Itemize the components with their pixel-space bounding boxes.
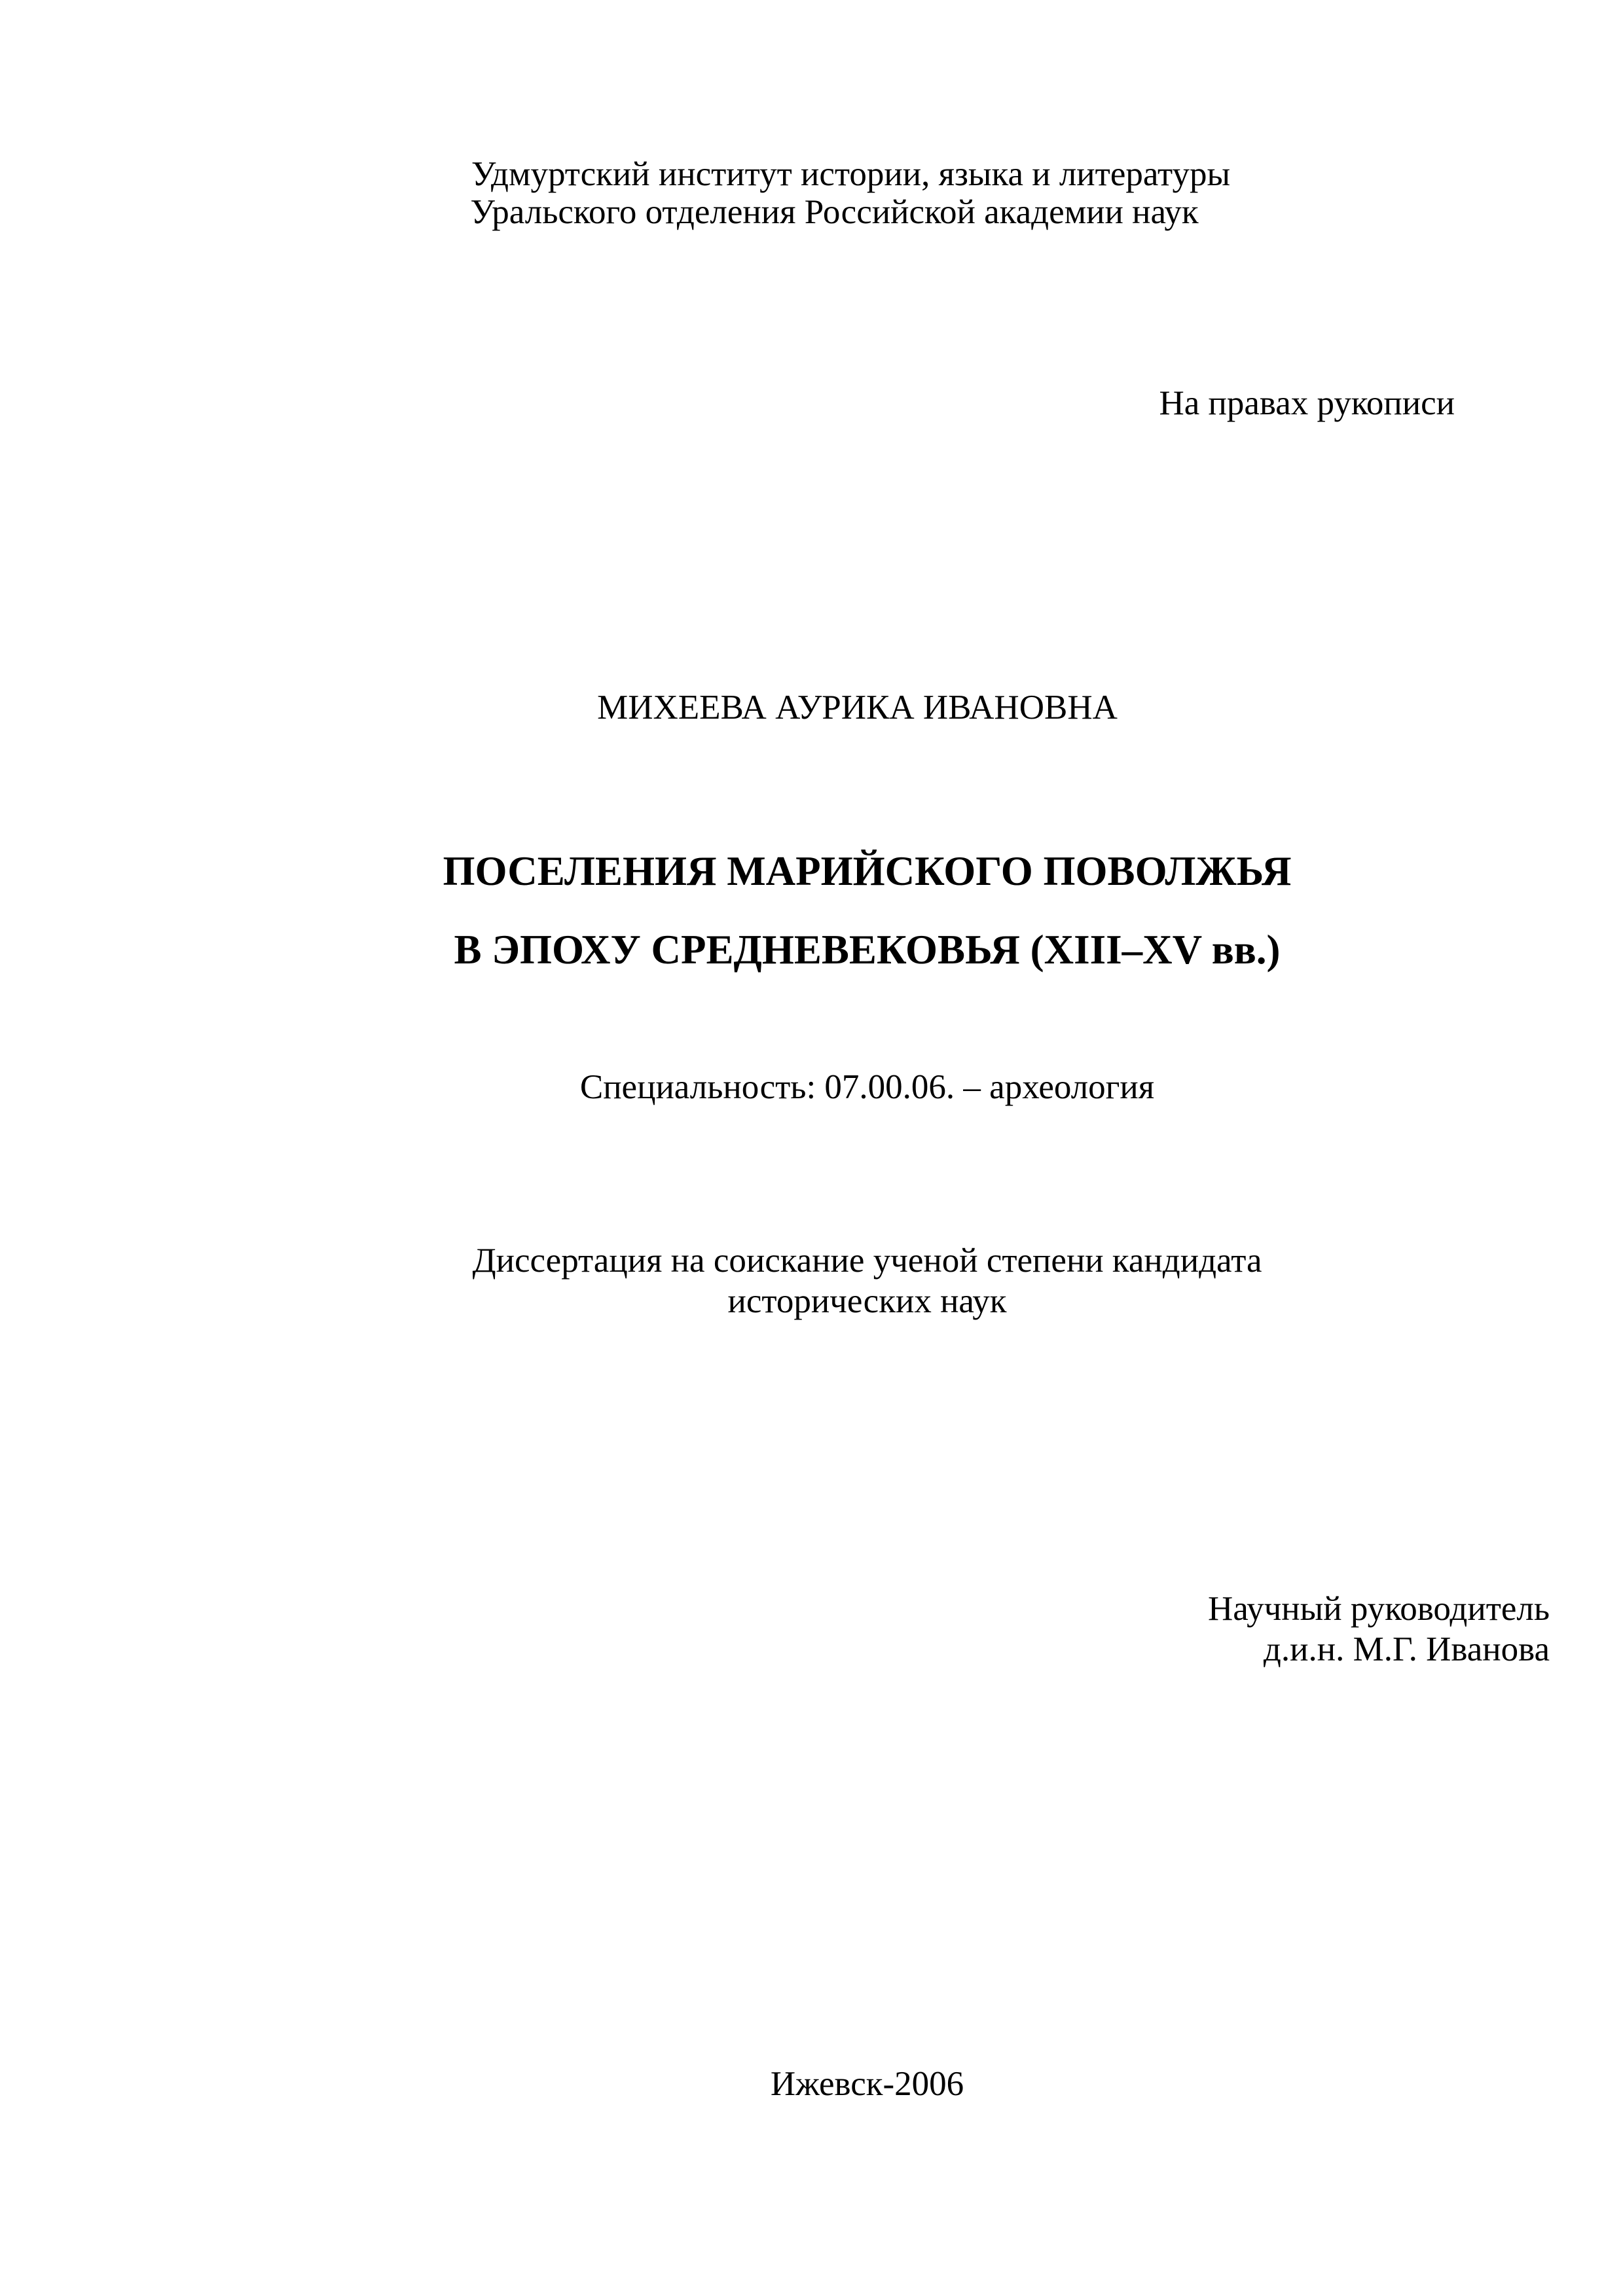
advisor-name: д.и.н. М.Г. Иванова <box>1263 1630 1550 1668</box>
place-and-year: Ижевск-2006 <box>770 2065 964 2103</box>
specialty-line: Специальность: 07.00.06. – археология <box>579 1068 1155 1106</box>
author-name: МИХЕЕВА АУРИКА ИВАНОВНА <box>597 689 1118 726</box>
advisor-role: Научный руководитель <box>1208 1590 1550 1628</box>
institution-line-2: Уральского отделения Российской академии наук <box>470 193 1199 231</box>
dissertation-title-line-2: В ЭПОХУ СРЕДНЕВЕКОВЬЯ (XIII–XV вв.) <box>454 927 1281 973</box>
institution-line-1: Удмуртский институт истории, языка и литературы <box>471 155 1231 193</box>
dissertation-title-line-1: ПОСЕЛЕНИЯ МАРИЙСКОГО ПОВОЛЖЬЯ <box>443 848 1292 894</box>
manuscript-rights-note: На правах рукописи <box>1159 384 1455 422</box>
degree-line-1: Диссертация на соискание ученой степени кандидата <box>472 1242 1262 1280</box>
degree-line-2: исторических наук <box>727 1282 1007 1320</box>
